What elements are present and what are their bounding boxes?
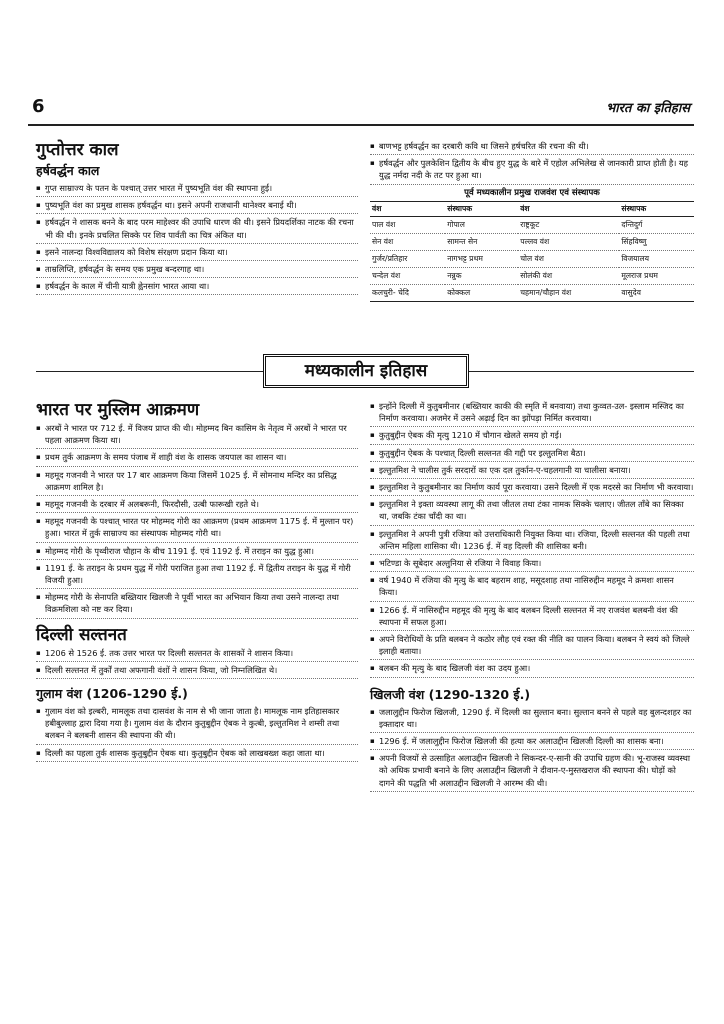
banner-title: मध्यकालीन इतिहास bbox=[263, 354, 469, 388]
table-row bbox=[370, 233, 694, 250]
bottom-right-column bbox=[370, 400, 694, 794]
list-item: ▪ गुलाम वंश को इल्बरी, मामलूक तथा दासवंश के नाम से भी जाना जाता है। मामलूक नाम इतिहासकार हबीबुल्लाह द्वारा दिया गया है। गुलाम वंश के दौरान कुतुबुद्दीन ऐबक ने कुत्बी, इल्तुतमिश ने शम्सी तथा बलबन ने बलबनी शासन की स्थापना की थी। bbox=[36, 705, 358, 745]
list-item: ▪ इसने नालन्दा विश्वविद्यालय को विशेष संरक्षण प्रदान किया था। bbox=[36, 246, 358, 261]
list-item: ▪ मोहम्मद गोरी के सेनापति बख्तियार खिलजी ने पूर्वी भारत का अभियान किया तथा उसने नालन्दा तथा विक्रमशिला को नष्ट कर दिया। bbox=[36, 591, 358, 618]
table-row bbox=[370, 250, 694, 267]
list-item: ▪ अरबों ने भारत पर 712 ई. में विजय प्राप्त की थी। मोहम्मद बिन कासिम के नेतृत्व में अरबों ने भारत पर पहला आक्रमण किया था। bbox=[36, 422, 358, 449]
list-item: ▪ महमूद गजनवी के दरबार में अलबरूनी, फिरदौसी, उत्बी फारूखी रहते थे। bbox=[36, 498, 358, 513]
table-cell: विजयालय bbox=[619, 250, 694, 267]
section-title-muslim-invasion: भारत पर मुस्लिम आक्रमण bbox=[36, 400, 200, 420]
list-item: ▪ भटिण्डा के सूबेदार अल्तुनिया से रजिया ने विवाह किया। bbox=[370, 557, 694, 572]
invasion-list bbox=[36, 422, 358, 619]
table-cell: राष्ट्रकूट bbox=[518, 216, 619, 233]
list-item: ▪ गुप्त साम्राज्य के पतन के पश्चात् उत्तर भारत में पुष्यभूति वंश की स्थापना हुई। bbox=[36, 182, 358, 197]
harsha-list-2 bbox=[370, 140, 694, 185]
list-item: ▪ 1266 ई. में नासिरुद्दीन महमूद की मृत्यु के बाद बलबन दिल्ली सल्तनत में नए राजवंश बलबनी वंश की स्थापना में सफल हुआ। bbox=[370, 604, 694, 631]
list-item: ▪ दिल्ली सल्तनत में तुर्कों तथा अफगानी वंशों ने शासन किया, जो निम्नलिखित थे। bbox=[36, 664, 358, 679]
list-item: ▪ बलबन की मृत्यु के बाद खिलजी वंश का उदय हुआ। bbox=[370, 662, 694, 677]
table-cell: मूलराज प्रथम bbox=[619, 267, 694, 284]
table-header: वंश bbox=[518, 201, 619, 216]
list-item: ▪ हर्षवर्द्धन ने शासक बनने के बाद परम माहेश्वर की उपाधि धारण की थी। इसने प्रियदर्शिका नाटक की रचना भी की थी। इनके प्रचलित सिक्के पर शिव पार्वती का चित्र अंकित था। bbox=[36, 216, 358, 243]
table-row bbox=[370, 267, 694, 284]
subtitle-khilji-dynasty: खिलजी वंश (1290-1320 ई.) bbox=[370, 686, 531, 702]
table-cell: सामन्त सेन bbox=[445, 233, 518, 250]
table-cell: दन्तिदुर्ग bbox=[619, 216, 694, 233]
table-cell: चन्देल वंश bbox=[370, 267, 445, 284]
table-cell: चोल वंश bbox=[518, 250, 619, 267]
table-cell: नागभट्ट प्रथम bbox=[445, 250, 518, 267]
table-cell: सोलंकी वंश bbox=[518, 267, 619, 284]
slave-dynasty-list bbox=[36, 705, 358, 762]
list-item: ▪ 1206 से 1526 ई. तक उत्तर भारत पर दिल्ली सल्तनत के शासकों ने शासन किया। bbox=[36, 647, 358, 662]
list-item: ▪ महमूद गजनवी के पश्चात् भारत पर मोहम्मद गोरी का आक्रमण (प्रथम आक्रमण 1175 ई. में मुल्तान पर) हुआ। भारत में तुर्क साम्राज्य का संस्थापक मोहम्मद गोरी था। bbox=[36, 515, 358, 542]
list-item: ▪ इल्तुतमिश ने इक्ता व्यवस्था लागू की तथा जीतल तथा टंका नामक सिक्के चलाए। जीतल ताँबे का सिक्का था, जबकि टंका चाँदी का था। bbox=[370, 498, 694, 525]
page-number: 6 bbox=[32, 96, 45, 117]
dynasty-table bbox=[370, 201, 694, 302]
list-item: ▪ महमूद गजनवी ने भारत पर 17 बार आक्रमण किया जिसमें 1025 ई. में सोमनाथ मन्दिर का प्रसिद्ध आक्रमण शामिल है। bbox=[36, 469, 358, 496]
sultanate-list bbox=[36, 647, 358, 679]
table-cell: चहमान/चौहान वंश bbox=[518, 284, 619, 301]
list-item: ▪ हर्षवर्द्धन के काल में चीनी यात्री ह्वेनसांग भारत आया था। bbox=[36, 280, 358, 295]
khilji-list bbox=[370, 706, 694, 792]
list-item: ▪ अपने विरोधियों के प्रति बलबन ने कठोर लौह एवं रक्त की नीति का पालन किया। बलबन ने स्वयं को जिल्ले इलाही बताया। bbox=[370, 633, 694, 660]
list-item: ▪ इन्होंने दिल्ली में कुतुबमीनार (बख्तियार काकी की स्मृति में बनवाया) तथा कुव्वत-उल- इस्लाम मस्जिद का निर्माण करवाया। अजमेर में उसने अढ़ाई दिन का झोंपड़ा निर्मित करवाया। bbox=[370, 400, 694, 427]
table-header: संस्थापक bbox=[619, 201, 694, 216]
list-item: ▪ ताम्रलिप्ति, हर्षवर्द्धन के समय एक प्रमुख बन्दरगाह था। bbox=[36, 263, 358, 278]
table-row bbox=[370, 216, 694, 233]
list-item: ▪ अपनी विजयों से उत्साहित अलाउद्दीन खिलजी ने सिकन्दर-ए-सानी की उपाधि ग्रहण की। भू-राजस्व व्यवस्था को अधिक प्रभावी बनाने के लिए अलाउद्दीन खिलजी ने दीवान-ए-मुस्तखराज की स्थापना की। घोड़ों को दागने की पद्धति भी अलाउद्दीन खिलजी ने आरम्भ की थी। bbox=[370, 752, 694, 792]
list-item: ▪ दिल्ली का पहला तुर्क शासक कुतुबुद्दीन ऐबक था। कुतुबुद्दीन ऐबक को लाखबख्श कहा जाता था। bbox=[36, 747, 358, 762]
table-cell: गुर्जर/प्रतिहार bbox=[370, 250, 445, 267]
table-cell: सिंहविष्णु bbox=[619, 233, 694, 250]
list-item: ▪ वर्ष 1940 में रजिया की मृत्यु के बाद बहराम शाह, मसूदशाह तथा नासिरुद्दीन महमूद ने क्रमशः शासन किया। bbox=[370, 574, 694, 601]
list-item: ▪ 1296 ई. में जलालुद्दीन फिरोज खिलजी की हत्या कर अलाउद्दीन खिलजी दिल्ली का शासक बना। bbox=[370, 735, 694, 750]
list-item: ▪ बाणभट्ट हर्षवर्द्धन का दरबारी कवि था जिसने हर्षचरित की रचना की थी। bbox=[370, 140, 694, 155]
list-item: ▪ कुतुबुद्दीन ऐबक की मृत्यु 1210 में चौगान खेलते समय हो गई। bbox=[370, 429, 694, 444]
subtitle-harsha: हर्षवर्द्धन काल bbox=[36, 163, 100, 178]
list-item: ▪ हर्षवर्द्धन और पुलकेशिन द्वितीय के बीच हुए युद्ध के बारे में एहोल अभिलेख से जानकारी प्राप्त होती है। यह युद्ध नर्मदा नदी के तट पर हुआ था। bbox=[370, 157, 694, 184]
section-banner bbox=[36, 354, 694, 388]
table-cell: नन्नुक bbox=[445, 267, 518, 284]
top-left-column bbox=[36, 140, 358, 297]
slave-dynasty-list-2 bbox=[370, 400, 694, 678]
harsha-list bbox=[36, 182, 358, 295]
list-item: ▪ पुष्यभूति वंश का प्रमुख शासक हर्षवर्द्धन था। इसने अपनी राजधानी थानेश्वर बनाई थी। bbox=[36, 199, 358, 214]
table-header: संस्थापक bbox=[445, 201, 518, 216]
list-item: ▪ प्रथम तुर्क आक्रमण के समय पंजाब में शाही वंश के शासक जयपाल का शासन था। bbox=[36, 451, 358, 466]
section-title-gupta-later: गुप्तोत्तर काल bbox=[36, 140, 119, 160]
table-cell: कोक्कल bbox=[445, 284, 518, 301]
table-cell: पल्लव वंश bbox=[518, 233, 619, 250]
list-item: ▪ मोहम्मद गोरी के पृथ्वीराज चौहान के बीच 1191 ई. एवं 1192 ई. में तराइन का युद्ध हुआ। bbox=[36, 545, 358, 560]
list-item: ▪ जलालुद्दीन फिरोज खिलजी, 1290 ई. में दिल्ली का सुल्तान बना। सुल्तान बनने से पहले वह बुलन्दशहर का इक्तादार था। bbox=[370, 706, 694, 733]
table-cell: कलचुरी- चेदि bbox=[370, 284, 445, 301]
table-cell: पाल वंश bbox=[370, 216, 445, 233]
table-cell: सेन वंश bbox=[370, 233, 445, 250]
table-header: वंश bbox=[370, 201, 445, 216]
page-header bbox=[28, 96, 694, 126]
list-item: ▪ कुतुबुद्दीन ऐबक के पश्चात् दिल्ली सल्तनत की गद्दी पर इल्तुतमिश बैठा। bbox=[370, 447, 694, 462]
subtitle-slave-dynasty: गुलाम वंश (1206-1290 ई.) bbox=[36, 686, 188, 702]
bottom-left-column bbox=[36, 400, 358, 764]
list-item: ▪ इल्तुतमिश ने कुतुबमीनार का निर्माण कार्य पूरा करवाया। उसने दिल्ली में एक मदरसे का निर्माण भी करवाया। bbox=[370, 481, 694, 496]
table-cell: वासुदेव bbox=[619, 284, 694, 301]
list-item: ▪ इल्तुतमिश ने चालीस तुर्क सरदारों का एक दल तुर्कान-ए-चहलगानी या चालीसा बनाया। bbox=[370, 464, 694, 479]
list-item: ▪ इल्तुतमिश ने अपनी पुत्री रजिया को उत्तराधिकारी नियुक्त किया था। रजिया, दिल्ली सल्तनत की पहली तथा अन्तिम महिला शासिका थी। 1236 ई. में वह दिल्ली की शासिका बनी। bbox=[370, 528, 694, 555]
section-title-delhi-sultanate: दिल्ली सल्तनत bbox=[36, 624, 127, 645]
table-title: पूर्व मध्यकालीन प्रमुख राजवंश एवं संस्थापक bbox=[464, 187, 600, 198]
table-cell: गोपाल bbox=[445, 216, 518, 233]
top-right-column bbox=[370, 140, 694, 302]
list-item: ▪ 1191 ई. के तराइन के प्रथम युद्ध में गोरी पराजित हुआ तथा 1192 ई. में द्वितीय तराइन के युद्ध में गोरी विजयी हुआ। bbox=[36, 562, 358, 589]
table-row bbox=[370, 284, 694, 301]
running-title: भारत का इतिहास bbox=[606, 101, 690, 116]
